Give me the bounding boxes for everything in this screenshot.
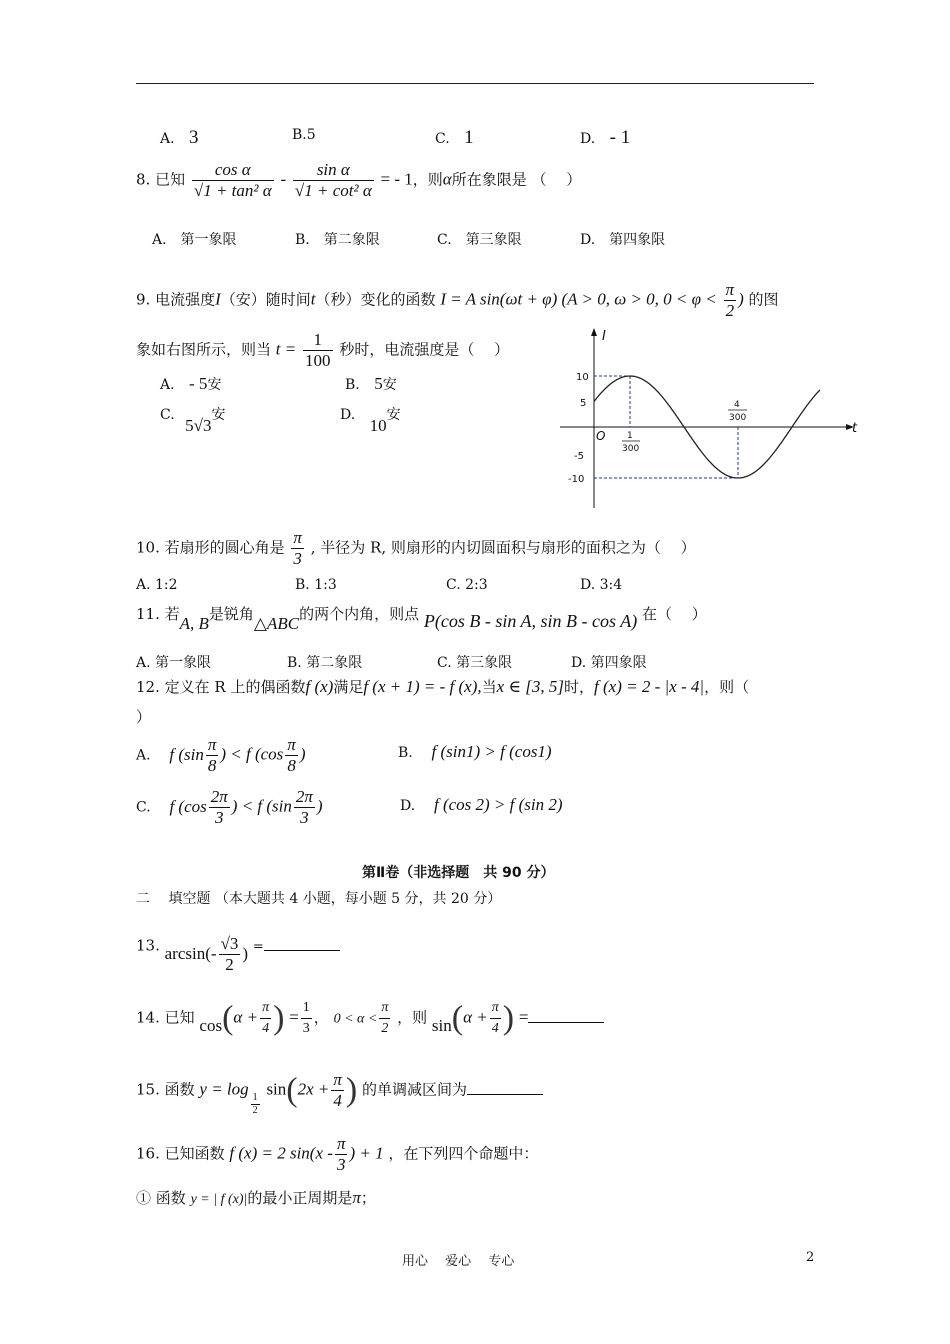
y-tick-neg10: -10 xyxy=(568,474,585,485)
x-tick2-num: 4 xyxy=(734,400,740,410)
q9-option-d: D. 10安 xyxy=(340,407,401,435)
x-axis-label: t xyxy=(852,421,858,436)
part2-section-heading: 二 填空题 （本大题共 4 小题，每小题 5 分，共 20 分） xyxy=(136,891,502,907)
q11-option-c: C. 第三象限 xyxy=(437,655,513,671)
question-13: 13. arcsin(- $\frac{√3}{2}$ ) = xyxy=(136,926,340,967)
y-axis-label: I xyxy=(602,329,606,344)
q12-option-d: D. f (cos 2) > f (sin 2) xyxy=(400,795,563,814)
q9-option-b: B. 5安 xyxy=(345,374,397,393)
q16-proposition-1: ① 函数 y = | f (x)|的最小正周期是π； xyxy=(136,1188,376,1207)
q8-option-c: C. 第三象限 xyxy=(437,232,522,248)
question-9-line1: 9. 电流强度I（安）随时间t（秒）变化的函数 I = A sin(ωt + φ) (A > 0, ω > 0, 0 < φ < $\frac{\pi}{2}$ ) 的图 xyxy=(136,280,779,320)
question-11: 11. 若A, B是锐角△ABC的两个内角，则点 P(cos B - sin A, sin B - cos A) 在（ ） xyxy=(136,605,707,633)
question-8: 8. 已知 $\frac{\text{cos α}}{\text{√1 + tan² α}}$ - $\frac{\text{sin α}}{\text{√1 + cot² α}}$ = - 1，则α所在象限是 （ ） xyxy=(136,160,582,200)
x-tick2-den: 300 xyxy=(729,413,747,423)
q14-answer-blank[interactable] xyxy=(528,1022,604,1023)
question-12-line2: ） xyxy=(136,708,152,726)
origin-label: O xyxy=(596,429,606,443)
y-axis-arrow-icon xyxy=(591,328,597,336)
question-14: 14. 已知 cos(α + $\frac{\pi}{4}$ ) = $\frac{1}{3}$ ， 0 < α < $\frac{\pi}{2}$ ，则 sin(α + $\frac{\pi}{4}$ ) = xyxy=(136,998,604,1039)
q11-option-b: B. 第二象限 xyxy=(287,655,363,671)
q7-option-d: D. - 1 xyxy=(580,127,631,148)
q10-option-b: B. 1:3 xyxy=(295,577,337,593)
question-15: 15. 函数 y = log $\frac{1}{2}$ sin(2x + $\frac{\pi}{4}$ ) 的单调减区间为 xyxy=(136,1070,543,1111)
page-number: 2 xyxy=(806,1250,815,1265)
current-graph xyxy=(552,320,872,510)
question-12-line1: 12. 定义在 R 上的偶函数f (x)满足f (x + 1) = - f (x),当x ∈ [3, 5]时，f (x) = 2 - |x - 4|，则（ xyxy=(136,677,750,696)
y-tick-10: 10 xyxy=(576,372,589,383)
q7-option-c: C. 1 xyxy=(435,127,474,148)
q11-option-a: A. 第一象限 xyxy=(136,655,212,671)
q7-option-a: A. 3 xyxy=(160,127,199,148)
q12-option-c: C. f (cos $\frac{2\pi}{3}$ ) < f (sin $\frac{2\pi}{3}$ ) xyxy=(136,787,323,827)
question-10: 10. 若扇形的圆心角是 $\frac{\pi}{3}$ , 半径为 R, 则扇形的内切圆面积与扇形的面积之为（ ） xyxy=(136,528,696,568)
q11-option-d: D. 第四象限 xyxy=(571,655,647,671)
footer-motto: 用心 爱心 专心 xyxy=(402,1254,515,1269)
question-16: 16. 已知函数 f (x) = 2 sin(x - $\frac{\pi}{3}$ ) + 1 ，在下列四个命题中： xyxy=(136,1134,539,1174)
q10-option-d: D. 3:4 xyxy=(580,577,623,593)
q15-answer-blank[interactable] xyxy=(467,1094,543,1095)
q7-option-b: B.5 xyxy=(292,127,316,143)
question-9-line2: 象如右图所示，则当 t = $\frac{1}{100}$ 秒时，电流强度是（ ） xyxy=(136,330,510,370)
q13-answer-blank[interactable] xyxy=(264,950,340,951)
part2-title: 第Ⅱ卷（非选择题 共 90 分） xyxy=(362,865,555,881)
x-tick1-den: 300 xyxy=(622,444,640,454)
y-tick-5: 5 xyxy=(580,398,587,409)
q10-option-a: A. 1:2 xyxy=(136,577,178,593)
q12-option-b: B. f (sin1) > f (cos1) xyxy=(398,742,552,761)
q9-option-c: C. 5√3安 xyxy=(160,407,226,435)
q9-option-a: A. - 5安 xyxy=(160,374,222,393)
q8-option-d: D. 第四象限 xyxy=(580,232,666,248)
x-tick1-num: 1 xyxy=(627,431,633,441)
y-tick-neg5: -5 xyxy=(574,451,584,462)
q12-option-a: A. f (sin $\frac{\pi}{8}$ ) < f (cos $\frac{\pi}{8}$ ) xyxy=(136,735,306,775)
header-rule xyxy=(136,83,814,84)
q8-option-a: A. 第一象限 xyxy=(152,232,237,248)
q10-option-c: C. 2:3 xyxy=(446,577,488,593)
q8-option-b: B. 第二象限 xyxy=(295,232,380,248)
